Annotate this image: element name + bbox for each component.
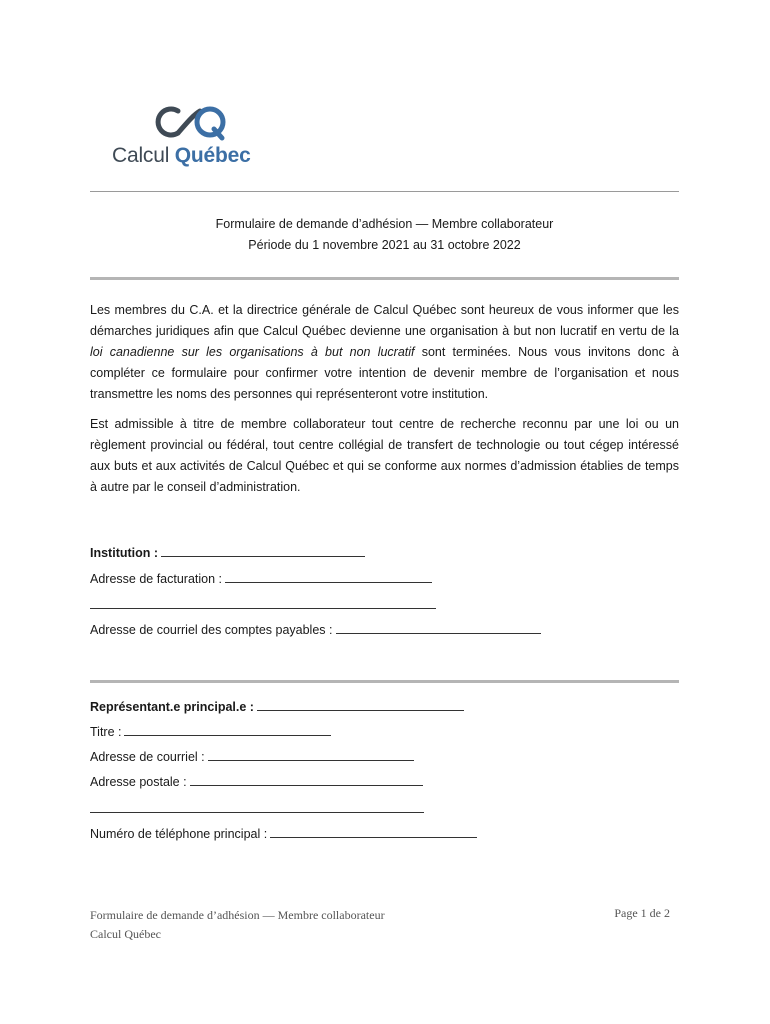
logo-wordmark	[112, 144, 251, 168]
institution-label: Institution :	[90, 546, 159, 560]
intro-paragraph-2	[90, 414, 679, 498]
institution-field	[90, 545, 365, 561]
main-representative-field	[90, 699, 464, 715]
billing-address-blank-line-2[interactable]	[90, 608, 436, 609]
main-representative-blank[interactable]	[257, 699, 464, 711]
postal-address-field	[90, 774, 423, 790]
title-blank[interactable]	[124, 724, 331, 736]
billing-address-label: Adresse de facturation :	[90, 572, 223, 586]
form-heading	[90, 214, 679, 256]
billing-address-blank[interactable]	[225, 571, 432, 583]
intro-text-end: sont terminées. Nous vous invitons donc à compléter ce formulaire pour confirmer votre intention de devenir membre de l’organisation et nous transmettre les noms des personnes qui représenteront votre institution.	[90, 345, 679, 401]
heading-divider	[90, 277, 679, 280]
phone-label: Numéro de téléphone principal :	[90, 827, 268, 841]
payables-email-blank[interactable]	[336, 622, 541, 634]
payables-email-label: Adresse de courriel des comptes payables :	[90, 623, 333, 637]
institution-blank[interactable]	[161, 545, 365, 557]
logo-word-quebec: Québec	[174, 144, 251, 167]
payables-email-field	[90, 622, 541, 638]
footer-organization: Calcul Québec	[90, 927, 161, 941]
title-field	[90, 724, 331, 740]
postal-address-blank[interactable]	[190, 774, 423, 786]
intro-text-start: Les membres du C.A. et la directrice générale de Calcul Québec sont heureux de vous informer que les démarches juridiques afin que Calcul Québec devienne une organisation à but non lucratif en vertu de la	[90, 303, 679, 338]
footer-form-title: Formulaire de demande d’adhésion — Membre collaborateur	[90, 908, 385, 922]
postal-address-label: Adresse postale :	[90, 775, 187, 789]
form-period: Période du 1 novembre 2021 au 31 octobre 2022	[248, 238, 521, 252]
email-blank[interactable]	[208, 749, 414, 761]
billing-address-field	[90, 571, 432, 587]
title-label: Titre :	[90, 725, 122, 739]
intro-paragraph-1	[90, 300, 679, 405]
phone-blank[interactable]	[270, 826, 477, 838]
email-field	[90, 749, 414, 765]
intro-law-name: loi canadienne sur les organisations à but non lucratif	[90, 345, 415, 359]
phone-field	[90, 826, 477, 842]
logo-mark-icon	[148, 102, 232, 142]
page-footer	[90, 906, 385, 944]
logo-word-calcul: Calcul	[112, 144, 170, 167]
header-divider	[90, 191, 679, 192]
email-label: Adresse de courriel :	[90, 750, 205, 764]
postal-address-blank-line-2[interactable]	[90, 812, 424, 813]
eligibility-text: Est admissible à titre de membre collaborateur tout centre de recherche reconnu par une loi ou un règlement provincial ou fédéral, tout centre collégial de transfert de technologie ou tout cégep intéressé aux buts et aux activités de Calcul Québec et qui se conforme aux normes d’admission établies de temps à autre par le conseil d’administration.	[90, 417, 679, 494]
section-divider	[90, 680, 679, 683]
page-number: Page 1 de 2	[614, 906, 670, 920]
calcul-quebec-logo	[112, 100, 262, 180]
main-representative-label: Représentant.e principal.e :	[90, 700, 254, 714]
form-title: Formulaire de demande d’adhésion — Membre collaborateur	[215, 217, 554, 231]
